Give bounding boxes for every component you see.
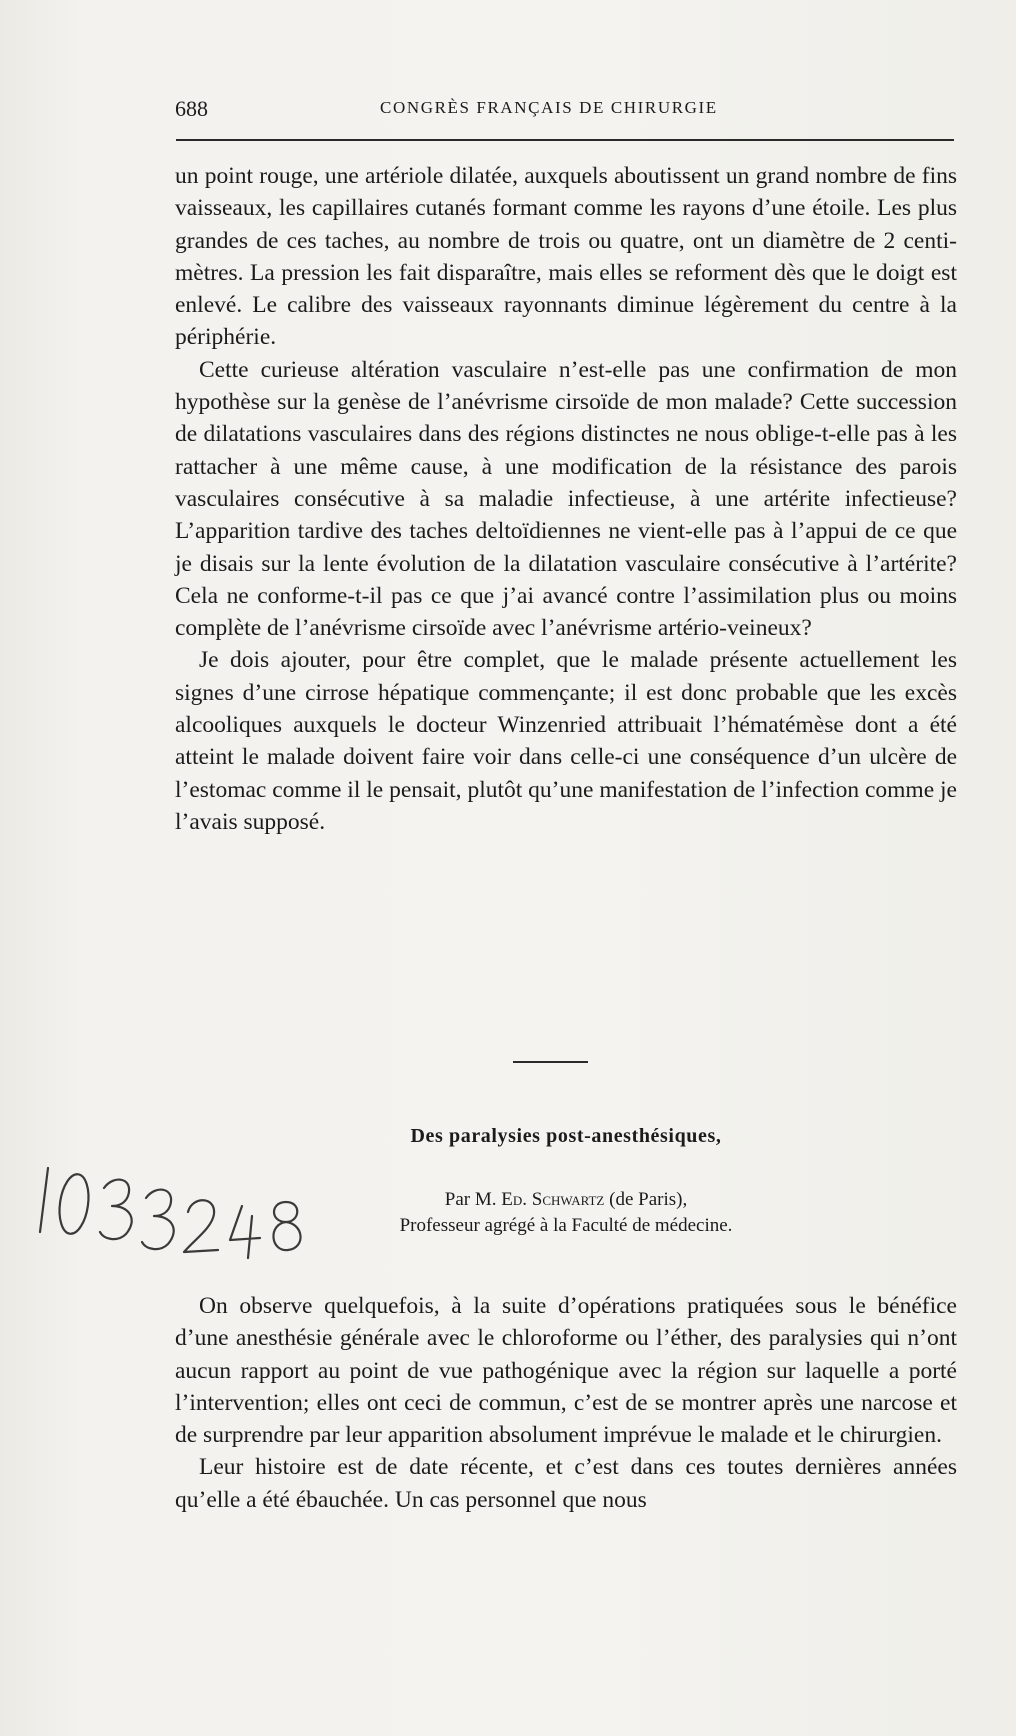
body-text-bottom	[175, 1290, 957, 1516]
section-separator	[513, 1061, 588, 1063]
running-head: CONGRÈS FRANÇAIS DE CHIRURGIE	[380, 98, 718, 117]
paragraph: Leur histoire est de date récente, et c’est dans ces toutes dernières années qu’elle a été ébauchée. Un cas personnel que nous	[175, 1454, 957, 1513]
paragraph: Je dois ajouter, pour être complet, que le malade présente actuellement les signes d’une cirrose hépatique commençante; il est donc probable que les excès alcooliques auxquels le docteur Winzenried attribuait l’hématémèse dont a été atteint le malade doivent faire voir dans celle-ci une conséquence d’un ulcère de l’estomac comme il le pensait, plutôt qu’une manifestation de l’infection comme je l’avais supposé.	[175, 647, 957, 835]
author-suffix: (de Paris),	[604, 1189, 688, 1210]
article-title: Des paralysies post-anesthésiques,	[410, 1125, 722, 1147]
handwritten-number-drawing	[34, 1140, 314, 1260]
paragraph: un point rouge, une artériole dilatée, auxquels aboutissent un grand nombre de fins vaisseaux, les capillaires cutanés formant comme les rayons d’une étoile. Les plus grandes de ces taches, au nombre de trois ou quatre, ont un diamètre de 2 centimètres. La pression les fait disparaître, mais elles se reforment dès que le doigt est enlevé. Le calibre des vaisseaux rayonnants diminue légèrement du centre à la périphérie.	[175, 163, 957, 351]
author-affiliation: Professeur agrégé à la Faculté de médecine.	[399, 1215, 733, 1236]
page-header	[175, 96, 955, 124]
handwritten-annotation	[34, 1140, 314, 1260]
paragraph: On observe quelquefois, à la suite d’opérations pratiquées sous le bénéfice d’une anesthésie générale avec le chloroforme ou l’éther, des paralysies qui n’ont aucun rapport au point de vue pathogénique avec la région sur laquelle a porté l’intervention; elles ont ceci de commun, c’est de se montrer après une narcose et de surprendre par leur apparition absolument imprévue le malade et le chirurgien.	[175, 1293, 957, 1449]
author-name: Ed. Schwartz	[501, 1189, 605, 1210]
page-number: 688	[175, 96, 208, 121]
header-rule	[176, 139, 954, 141]
body-text-top	[175, 160, 957, 838]
author-prefix: Par M.	[444, 1189, 502, 1210]
paragraph: Cette curieuse altération vasculaire n’est-elle pas une confirmation de mon hypothèse sur la genèse de l’anévrisme cirsoïde de mon malade? Cette succession de dilatations vasculaires dans des régions distinctes ne nous oblige-t-elle pas à les rattacher à une même cause, à une modification de la résistance des parois vasculaires consécutive à sa maladie infectieuse, à une artérite infectieuse? L’apparition tardive des taches deltoïdiennes ne vient-elle pas à l’appui de ce que je disais sur la lente évolution de la dilatation vasculaire consécutive à l’artérite? Cela ne conforme-t-il pas ce que j’ai avancé contre l’assimilation plus ou moins complète de l’anévrisme cirsoïde avec l’anévrisme artério-veineux?	[175, 356, 957, 642]
